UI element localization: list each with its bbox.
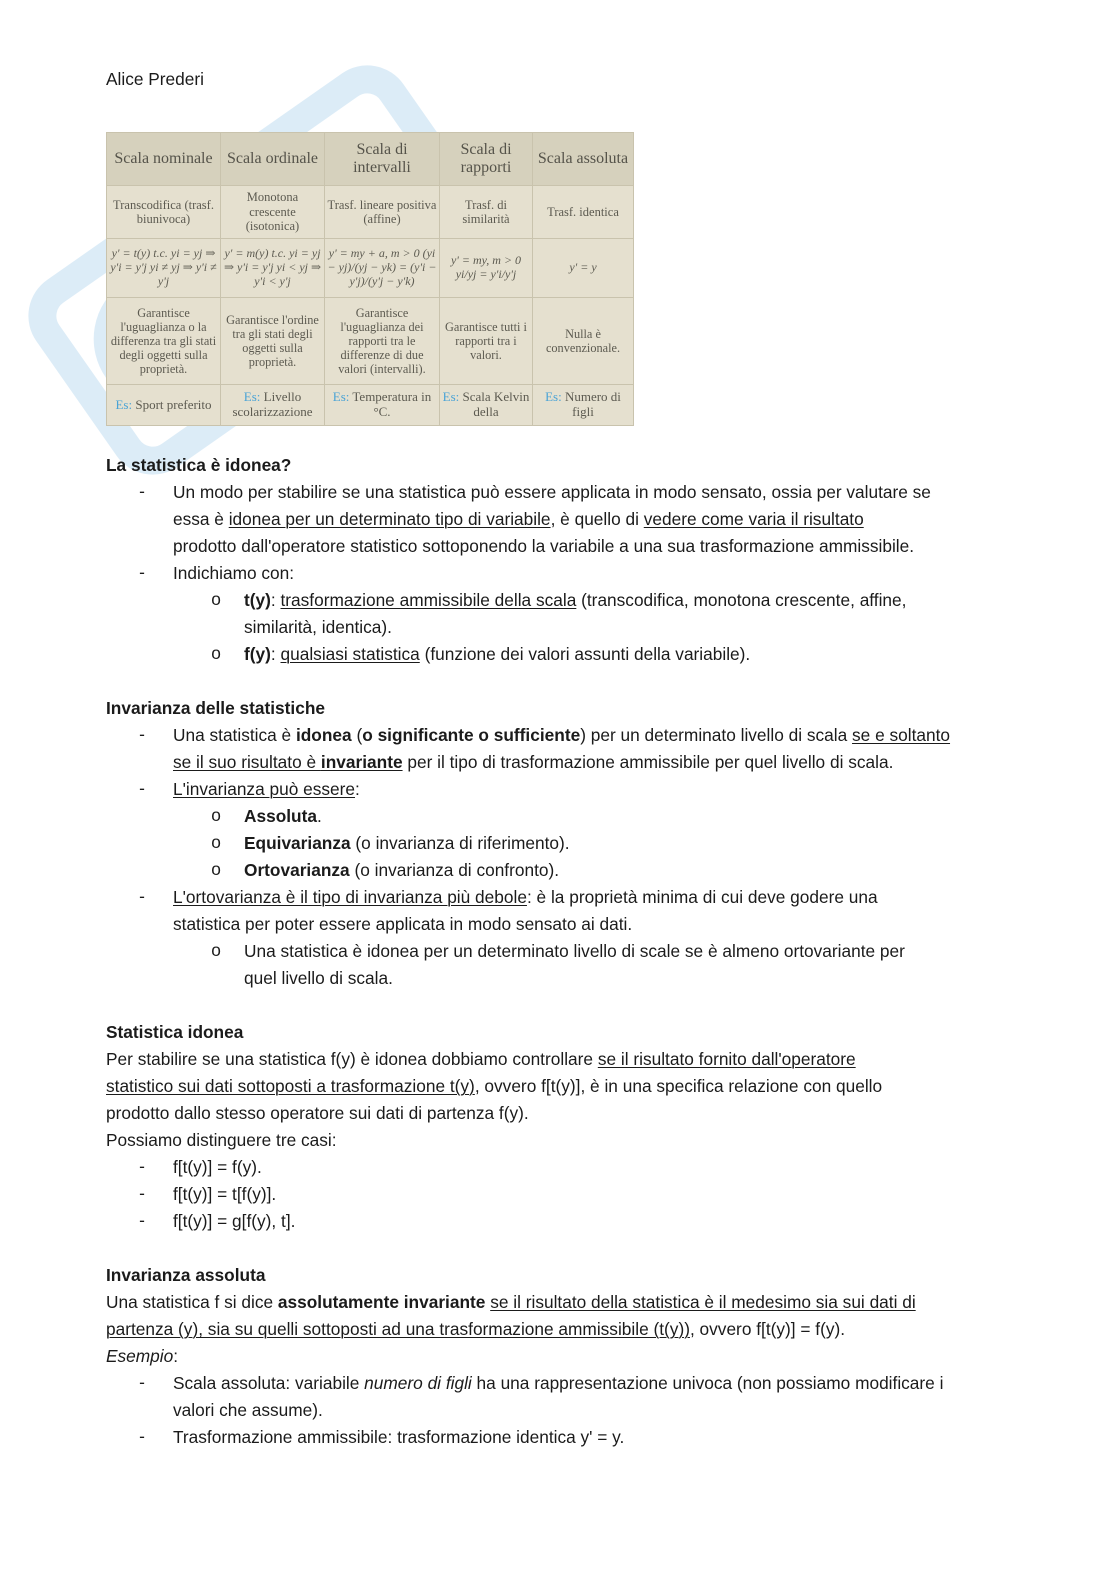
paragraph-line: L'ortovarianza è il tipo di invarianza più debole: è la proprietà minima di cui deve godere una	[173, 887, 878, 907]
example-label: Es:	[243, 389, 261, 405]
dash-bullet: -	[139, 1210, 145, 1230]
table-cell: Garantisce l'uguaglianza o la differenza tra gli stati degli oggetti sulla proprietà.	[107, 298, 221, 385]
paragraph-line: Scala assoluta: variabile numero di figli ha una rappresentazione univoca (non possiamo modificare i	[173, 1373, 944, 1393]
scale-types-table	[106, 132, 634, 426]
table-header-cell: Scala assoluta	[533, 133, 634, 186]
example-text: Livello scolarizzazione	[232, 389, 313, 419]
circle-bullet: o	[211, 832, 221, 852]
table-cell: y' = t(y) t.c. yi = yj ⇒ y'i = y'j yi ≠ yj ⇒ y'i ≠ y'j	[107, 239, 221, 298]
table-cell: y' = m(y) t.c. yi = yj ⇒ y'i = y'j yi < yj ⇒ y'i < y'j	[221, 239, 325, 298]
section-title: La statistica è idonea?	[106, 455, 292, 475]
circle-bullet: o	[211, 859, 221, 879]
paragraph-line: essa è idonea per un determinato tipo di variabile, è quello di vedere come varia il risultato	[173, 509, 864, 529]
table-cell	[107, 385, 221, 426]
table-cell	[325, 385, 440, 426]
case-item: f[t(y)] = f(y).	[173, 1157, 262, 1177]
dash-bullet: -	[139, 1156, 145, 1176]
case-item: f[t(y)] = g[f(y), t].	[173, 1211, 296, 1231]
table-cell: y' = my + a, m > 0 (yi − yj)/(yj − yk) = (y'i − y'j)/(y'j − y'k)	[325, 239, 440, 298]
circle-bullet: o	[211, 940, 221, 960]
paragraph-line: Ortovarianza (o invarianza di confronto).	[244, 860, 560, 880]
example-label: Es:	[115, 396, 133, 412]
table-row-formula	[107, 239, 634, 298]
table-header-cell: Scala di intervalli	[325, 133, 440, 186]
paragraph-line: Possiamo distinguere tre casi:	[106, 1130, 337, 1150]
table-header-cell: Scala di rapporti	[440, 133, 533, 186]
dash-bullet: -	[139, 778, 145, 798]
table-cell: Trasf. lineare positiva (affine)	[325, 186, 440, 239]
table-cell: y' = my, m > 0 yi/yj = y'i/y'j	[440, 239, 533, 298]
table-cell: Nulla è convenzionale.	[533, 298, 634, 385]
dash-bullet: -	[139, 1426, 145, 1446]
section-title: Statistica idonea	[106, 1022, 244, 1042]
section-title: Invarianza delle statistiche	[106, 698, 325, 718]
case-item: f[t(y)] = t[f(y)].	[173, 1184, 277, 1204]
paragraph-line: Indichiamo con:	[173, 563, 295, 583]
paragraph-line: Assoluta.	[244, 806, 322, 826]
paragraph-line: Una statistica è idonea per un determinato livello di scale se è almeno ortovariante per	[244, 941, 905, 961]
paragraph-line: similarità, identica).	[244, 617, 392, 637]
example-text: Temperatura in °C.	[352, 389, 432, 419]
paragraph-line: prodotto dall'operatore statistico sottoponendo la variabile a una sua trasformazione ammissibile.	[173, 536, 915, 556]
paragraph-line: statistico sui dati sottoposti a trasformazione t(y), ovvero f[t(y)], è in una specifica relazione con quello	[106, 1076, 883, 1096]
paragraph-line: statistica per poter essere applicata in modo sensato ai dati.	[173, 914, 633, 934]
table-cell: Monotona crescente (isotonica)	[221, 186, 325, 239]
dash-bullet: -	[139, 1183, 145, 1203]
section-title: Invarianza assoluta	[106, 1265, 266, 1285]
example-label: Es:	[545, 389, 562, 405]
table-header-cell: Scala nominale	[107, 133, 221, 186]
table-cell: Garantisce tutti i rapporti tra i valori.	[440, 298, 533, 385]
example-text: Scala Kelvin della	[462, 389, 530, 419]
table-cell	[440, 385, 533, 426]
table-cell: Garantisce l'ordine tra gli stati degli oggetti sulla proprietà.	[221, 298, 325, 385]
circle-bullet: o	[211, 805, 221, 825]
paragraph-line: partenza (y), sia su quelli sottoposti ad una trasformazione ammissibile (t(y)), ovvero f[t(y)] = f(y).	[106, 1319, 846, 1339]
paragraph-line: Equivarianza (o invarianza di riferimento).	[244, 833, 570, 853]
paragraph-line: Una statistica f si dice assolutamente invariante se il risultato della statistica è il medesimo sia sui dati di	[106, 1292, 916, 1312]
paragraph-line: t(y): trasformazione ammissibile della scala (transcodifica, monotona crescente, affine,	[244, 590, 907, 610]
table-cell: Trasf. di similarità	[440, 186, 533, 239]
paragraph-line: L'invarianza può essere:	[173, 779, 360, 799]
example-label: Es:	[332, 389, 350, 405]
paragraph-line: prodotto dallo stesso operatore sui dati di partenza f(y).	[106, 1103, 529, 1123]
paragraph-line: Esempio:	[106, 1346, 179, 1366]
circle-bullet: o	[211, 589, 221, 609]
paragraph-line: Trasformazione ammissibile: trasformazione identica y' = y.	[173, 1427, 625, 1447]
paragraph-line: f(y): qualsiasi statistica (funzione dei valori assunti della variabile).	[244, 644, 751, 664]
author-name: Alice Prederi	[106, 69, 204, 89]
dash-bullet: -	[139, 562, 145, 582]
table-row-example	[107, 385, 634, 426]
example-label: Es:	[442, 389, 460, 405]
table-row-guarantee	[107, 298, 634, 385]
table-row-transformation	[107, 186, 634, 239]
paragraph-line: se il suo risultato è invariante per il tipo di trasformazione ammissibile per quel livello di scala.	[173, 752, 894, 772]
paragraph-line: Per stabilire se una statistica f(y) è idonea dobbiamo controllare se il risultato fornito dall'operatore	[106, 1049, 856, 1069]
dash-bullet: -	[139, 481, 145, 501]
paragraph-line: Una statistica è idonea (o significante o sufficiente) per un determinato livello di scala se e soltanto	[173, 725, 951, 745]
table-cell: Transcodifica (trasf. biunivoca)	[107, 186, 221, 239]
dash-bullet: -	[139, 1372, 145, 1392]
table-cell: Trasf. identica	[533, 186, 634, 239]
table-cell	[221, 385, 325, 426]
table-cell: Garantisce l'uguaglianza dei rapporti tra le differenze di due valori (intervalli).	[325, 298, 440, 385]
circle-bullet: o	[211, 643, 221, 663]
table-cell: y' = y	[533, 239, 634, 298]
table-cell	[533, 385, 634, 426]
table-header-row	[107, 133, 634, 186]
paragraph-line: valori che assume).	[173, 1400, 323, 1420]
table-header-cell: Scala ordinale	[221, 133, 325, 186]
dash-bullet: -	[139, 886, 145, 906]
paragraph-line: Un modo per stabilire se una statistica può essere applicata in modo sensato, ossia per valutare se	[173, 482, 931, 502]
example-text: Sport preferito	[135, 396, 212, 412]
dash-bullet: -	[139, 724, 145, 744]
example-text: Numero di figli	[564, 389, 621, 419]
paragraph-line: quel livello di scala.	[244, 968, 393, 988]
